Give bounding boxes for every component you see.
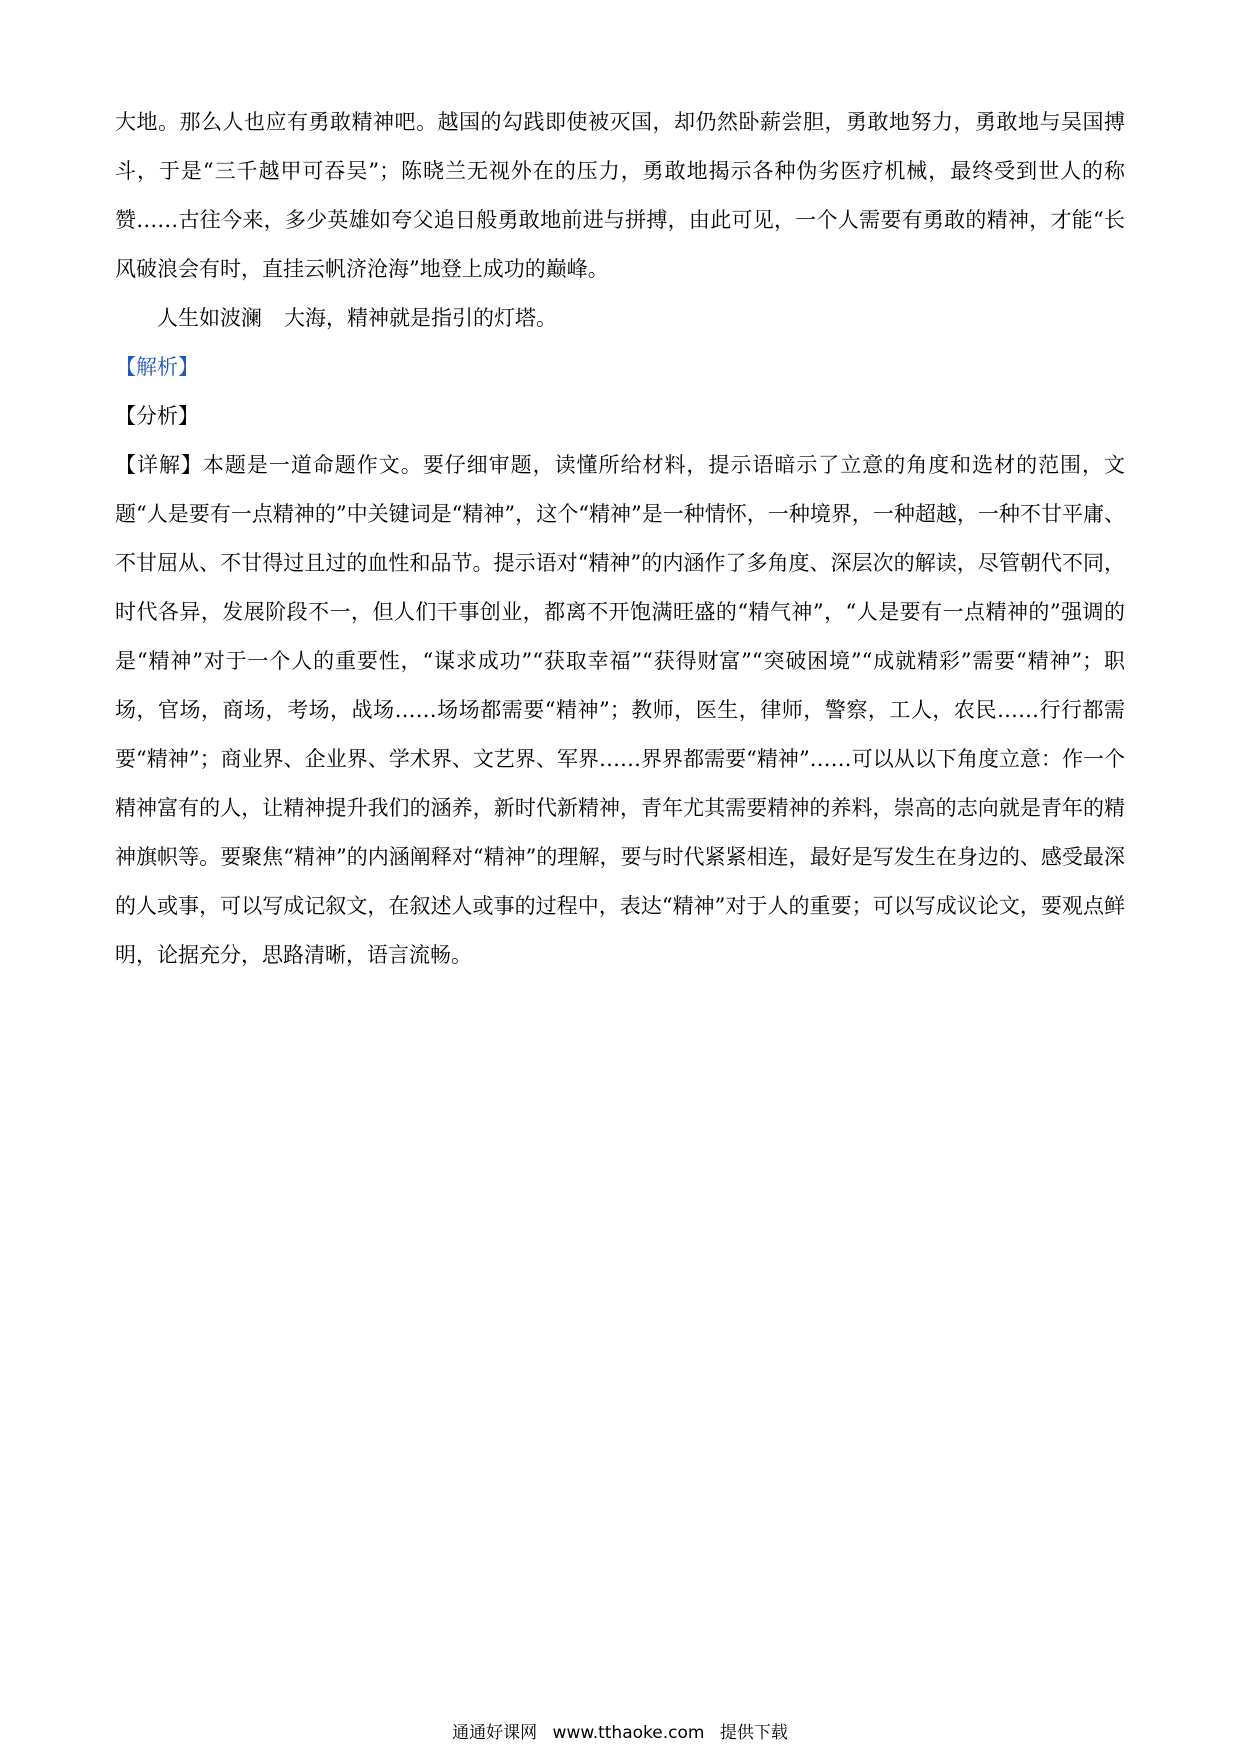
essay-paragraph-2 bbox=[115, 294, 1125, 343]
essay-paragraph-2-part1: 人生如波澜 bbox=[157, 306, 262, 330]
footer-url-link[interactable]: www.tthaoke.com bbox=[552, 1723, 705, 1743]
footer-suffix: 提供下载 bbox=[719, 1723, 788, 1743]
xiangjie-paragraph bbox=[115, 441, 1125, 980]
essay-paragraph-2-part2: 大海，精神就是指引的灯塔。 bbox=[284, 306, 557, 330]
page-footer bbox=[0, 1718, 1240, 1743]
jiexi-label: 【解析】 bbox=[115, 355, 199, 379]
xiangjie-label: 【详解】 bbox=[115, 453, 203, 477]
fenxi-label: 【分析】 bbox=[115, 404, 199, 428]
document-body bbox=[115, 98, 1125, 980]
xiangjie-text: 本题是一道命题作文。要仔细审题，读懂所给材料，提示语暗示了立意的角度和选材的范围，文题“人是要有一点精神的”中关键词是“精神”，这个“精神”是一种情怀，一种境界，一种超越，一种不甘平庸、不甘屈从、不甘得过且过的血性和品节。提示语对“精神”的内涵作了多角度、深层次的解读，尽管朝代不同，时代各异，发展阶段不一，但人们干事创业，都离不开饱满旺盛的“精气神”，“人是要有一点精神的”强调的是“精神”对于一个人的重要性，“谋求成功”“获取幸福”“获得财富”“突破困境”“成就精彩”需要“精神”；职场，官场，商场，考场，战场……场场都需要“精神”；教师，医生，律师，警察，工人，农民……行行都需要“精神”；商业界、企业界、学术界、文艺界、军界……界界都需要“精神”……可以从以下角度立意：作一个精神富有的人，让精神提升我们的涵养，新时代新精神，青年尤其需要精神的养料，崇高的志向就是青年的精神旗帜等。要聚焦“精神”的内涵阐释对“精神”的理解，要与时代紧紧相连，最好是写发生在身边的、感受最深的人或事，可以写成记叙文，在叙述人或事的过程中，表达“精神”对于人的重要；可以写成议论文，要观点鲜明，论据充分，思路清晰，语言流畅。 bbox=[115, 453, 1126, 967]
footer-site-name: 通通好课网 bbox=[452, 1723, 538, 1743]
essay-paragraph-1: 大地。那么人也应有勇敢精神吧。越国的勾践即使被灭国，却仍然卧薪尝胆，勇敢地努力，勇敢地与吴国搏斗，于是“三千越甲可吞吴”；陈晓兰无视外在的压力，勇敢地揭示各种伪劣医疗机械，最终受到世人的称赞……古往今来，多少英雄如夸父追日般勇敢地前进与拼搏，由此可见，一个人需要有勇敢的精神，才能“长风破浪会有时，直挂云帆济沧海”地登上成功的巅峰。 bbox=[115, 110, 1125, 281]
